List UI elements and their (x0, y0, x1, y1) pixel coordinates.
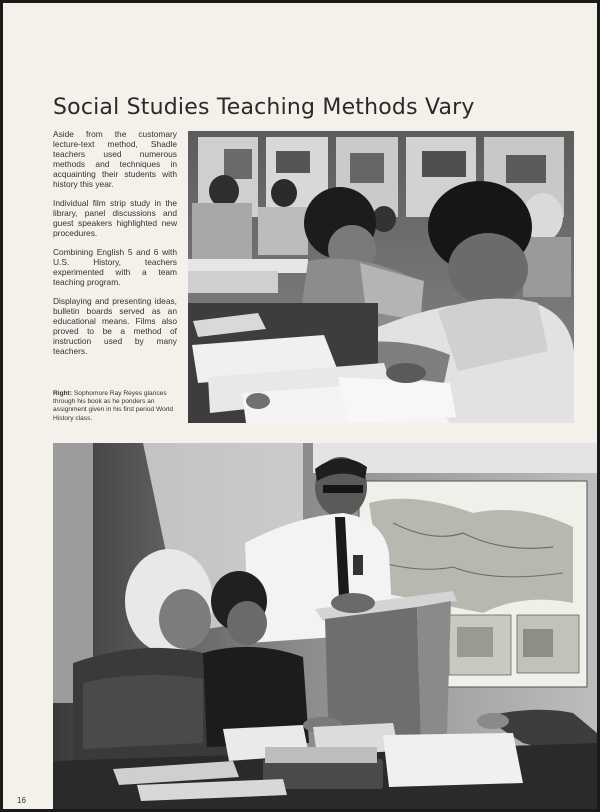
body-paragraph-4: Displaying and presenting ideas, bulletin boards served as an educational means. Films also proved to be a method of instruction used by many teachers. (53, 296, 177, 356)
body-paragraph-2: Individual film strip study in the library, panel discussions and guest speakers highlighted new procedures. (53, 198, 177, 238)
classroom-photo-students (188, 131, 574, 423)
caption-text: Sophomore Ray Reyes glances through his book as he ponders an assignment given in his first period World History class. (53, 390, 174, 422)
photo-caption (53, 390, 181, 423)
page-title: Social Studies Teaching Methods Vary (53, 95, 475, 120)
body-paragraph-1: Aside from the customary lecture-text method, Shadle teachers used numerous methods and techniques in acquainting their students with history this year. (53, 129, 177, 189)
body-text (53, 129, 177, 365)
yearbook-page (3, 3, 597, 809)
body-paragraph-3: Combining English 5 and 6 with U.S. History, teachers experimented with a team teaching program. (53, 247, 177, 287)
page-number: 16 (17, 796, 26, 805)
classroom-photo-teacher (53, 443, 597, 809)
caption-lead: Right: (53, 390, 73, 397)
